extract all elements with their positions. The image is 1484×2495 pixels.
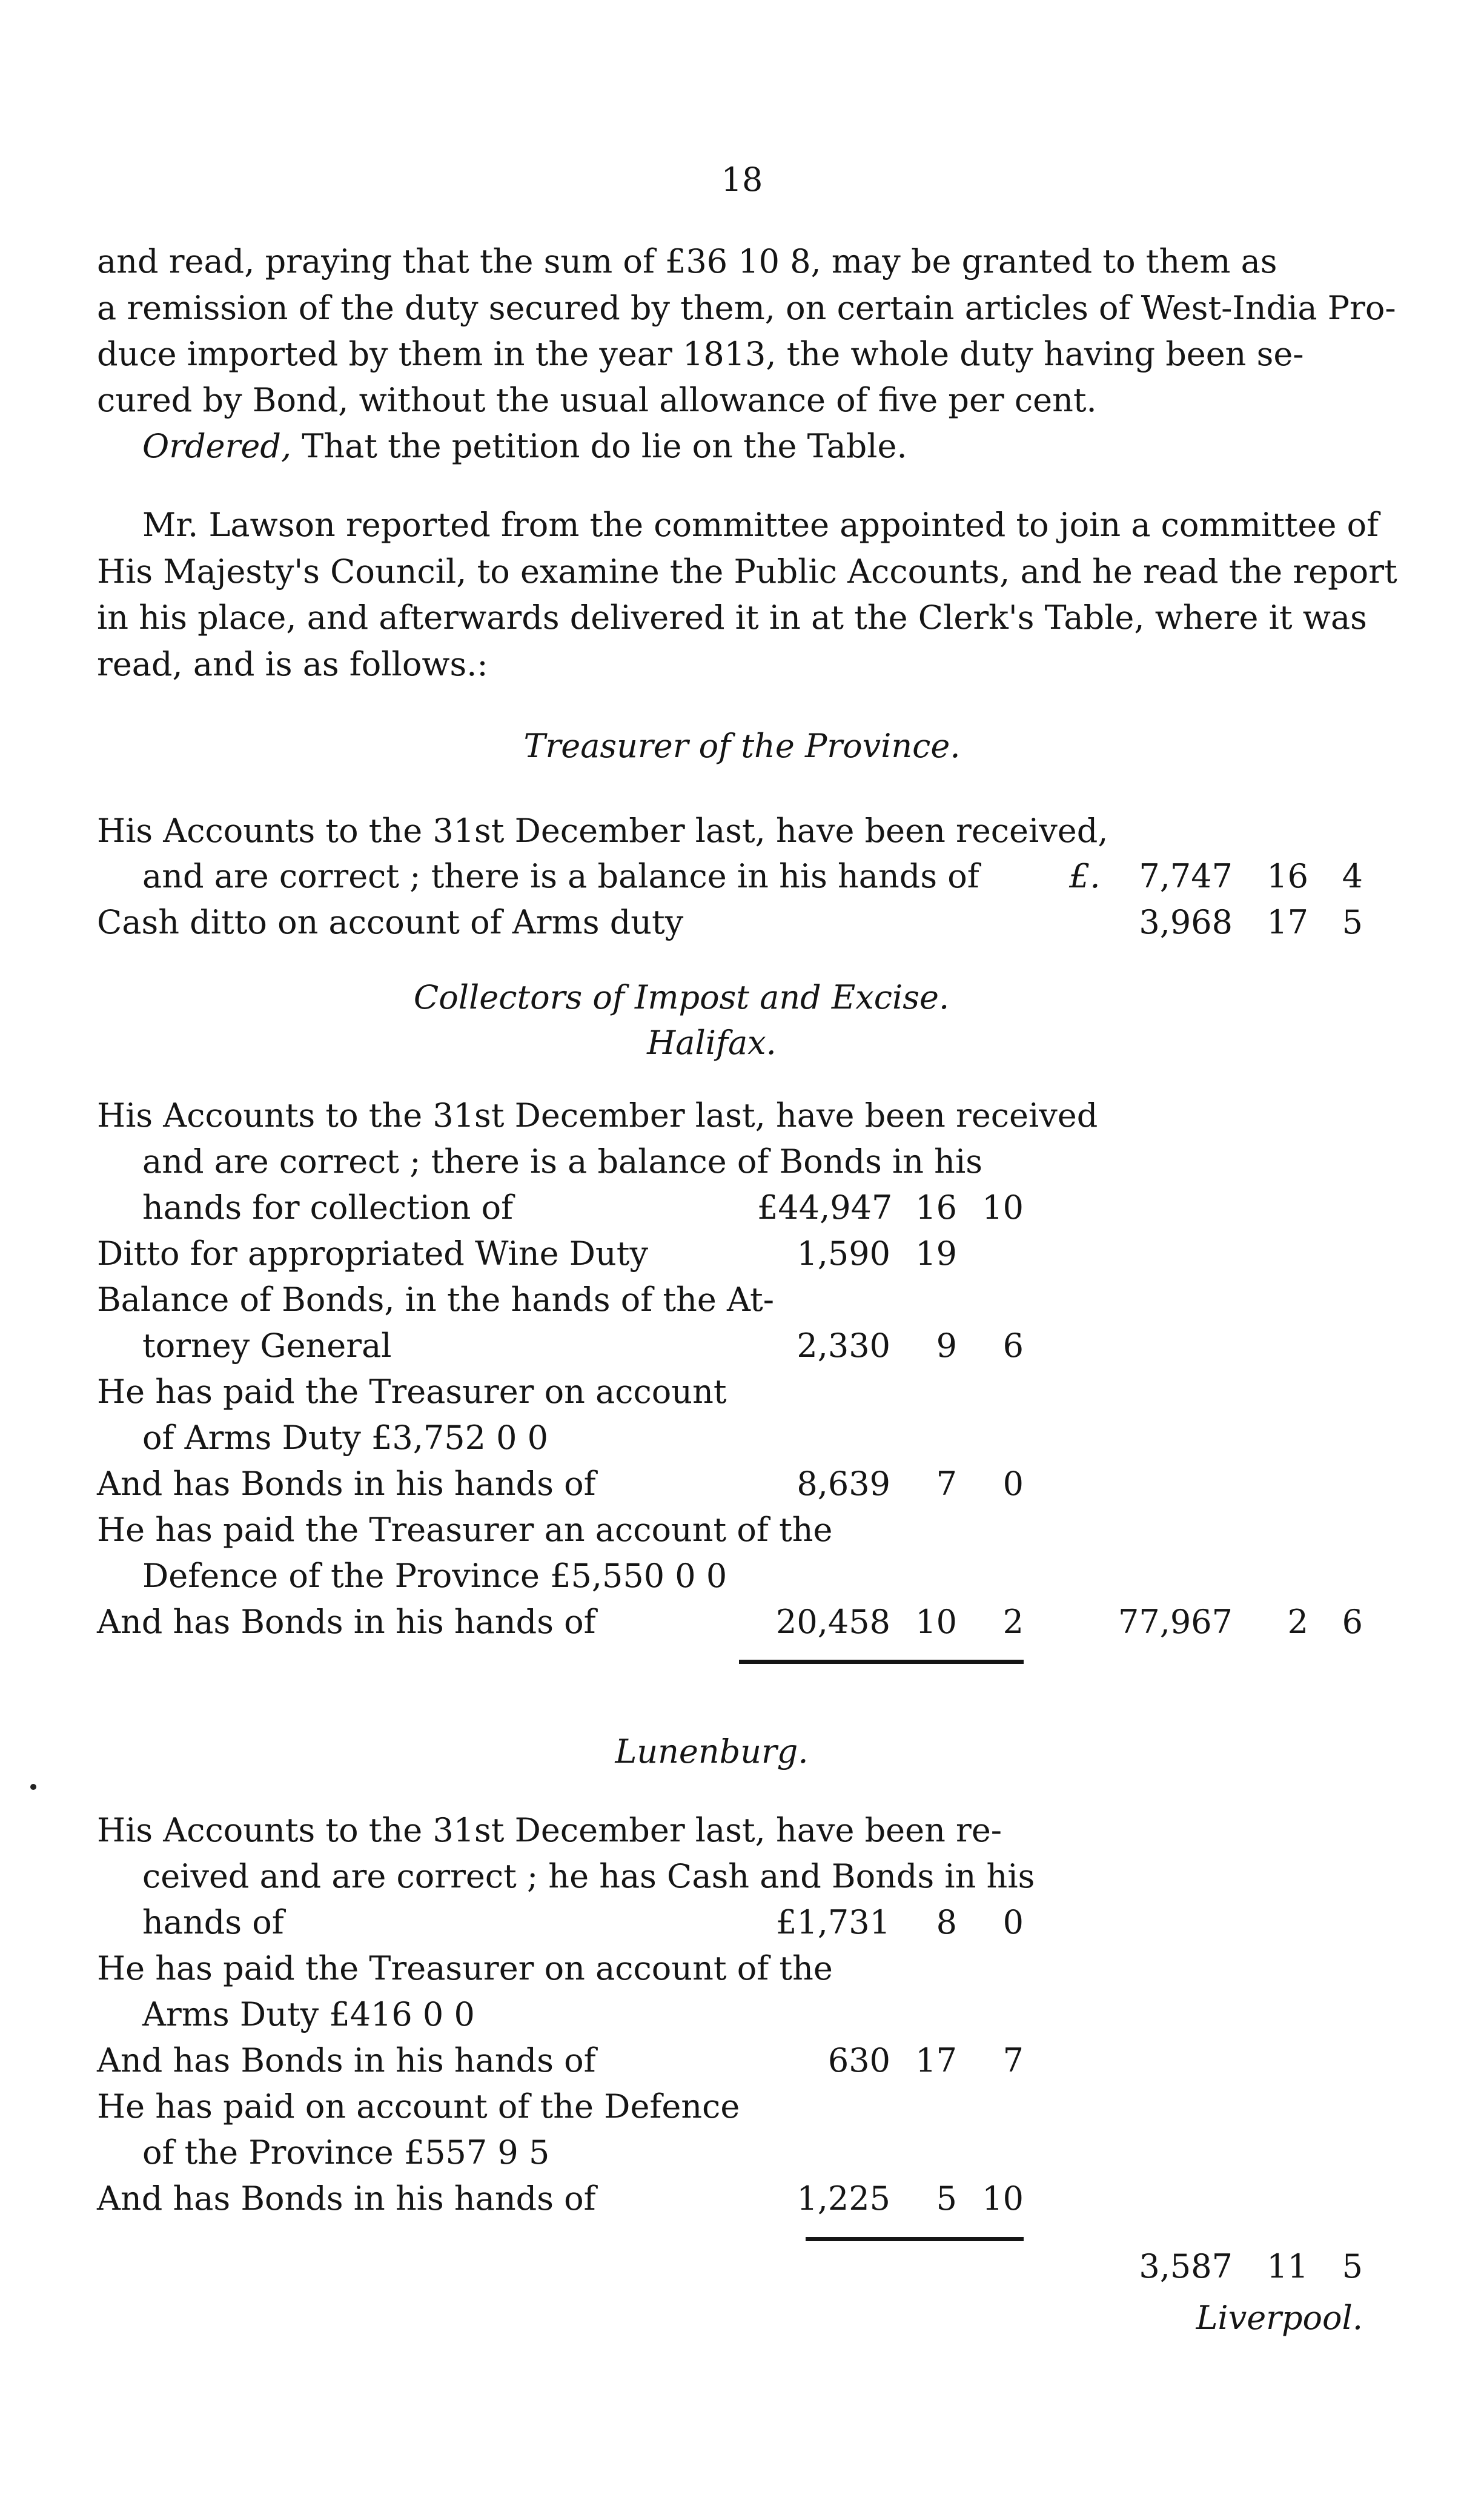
treasurer-cash-pounds: 3,968: [1139, 903, 1233, 941]
lunenburg-line-2: ceived and are correct ; he has Cash and Bonds in his: [142, 1857, 1035, 1895]
lunenburg-amount-3-pence: 10: [982, 2179, 1024, 2218]
lunenburg-amount-2-pounds: 630: [827, 2041, 890, 2079]
treasurer-balance-pounds: 7,747: [1139, 857, 1233, 895]
halifax-amount-1-pounds: £44,947: [757, 1188, 893, 1227]
pound-sign: £.: [1069, 857, 1101, 895]
intro-line-1: and read, praying that the sum of £36 10 8, may be granted to them as: [97, 242, 1277, 280]
lunenburg-total-rule: [806, 2237, 1024, 2241]
lunenburg-line-7: He has paid on account of the Defence: [97, 2087, 740, 2126]
halifax-total-pence: 6: [1342, 1603, 1363, 1641]
halifax-subheading: Halifax.: [647, 1024, 777, 1062]
lunenburg-amount-1-shillings: 8: [936, 1903, 957, 1941]
report-line-3: in his place, and afterwards delivered it in at the Clerk's Table, where it was: [97, 598, 1367, 637]
halifax-amount-3-pounds: 2,330: [797, 1327, 890, 1365]
collectors-line-6: torney General: [142, 1327, 392, 1365]
lunenburg-total-pounds: 3,587: [1139, 2247, 1233, 2285]
lunenburg-amount-2-shillings: 17: [915, 2041, 957, 2079]
treasurer-balance-pence: 4: [1342, 857, 1363, 895]
lunenburg-amount-1-pounds: £1,731: [776, 1903, 890, 1941]
collectors-line-3: hands for collection of: [142, 1188, 514, 1227]
halifax-amount-5-pence: 2: [1002, 1603, 1024, 1641]
collectors-heading: Collectors of Impost and Excise.: [413, 978, 950, 1016]
treasurer-heading: Treasurer of the Province.: [523, 727, 961, 765]
margin-mark: [30, 1784, 36, 1790]
treasurer-balance-shillings: 16: [1267, 857, 1308, 895]
collectors-line-2: and are correct ; there is a balance of Bonds in his: [142, 1142, 982, 1181]
lunenburg-amount-1-pence: 0: [1002, 1903, 1024, 1941]
lunenburg-line-9: And has Bonds in his hands of: [97, 2179, 596, 2218]
treasurer-line-1: His Accounts to the 31st December last, have been received,: [97, 812, 1108, 850]
ordered-line: [142, 427, 907, 465]
report-line-1: Mr. Lawson reported from the committee appointed to join a committee of: [142, 506, 1379, 544]
lunenburg-amount-3-pounds: 1,225: [797, 2179, 890, 2218]
lunenburg-line-6: And has Bonds in his hands of: [97, 2041, 596, 2079]
halifax-total-shillings: 2: [1287, 1603, 1308, 1641]
collectors-line-11: Defence of the Province £5,550 0 0: [142, 1557, 727, 1595]
lunenburg-line-5: Arms Duty £416 0 0: [142, 1995, 475, 2033]
lunenburg-total-shillings: 11: [1267, 2247, 1308, 2285]
halifax-amount-4-pounds: 8,639: [797, 1465, 890, 1503]
collectors-line-8: of Arms Duty £3,752 0 0: [142, 1419, 548, 1457]
collectors-line-9: And has Bonds in his hands of: [97, 1465, 596, 1503]
collectors-line-12: And has Bonds in his hands of: [97, 1603, 596, 1641]
lunenburg-line-4: He has paid the Treasurer on account of the: [97, 1949, 833, 1987]
lunenburg-amount-3-shillings: 5: [936, 2179, 957, 2218]
lunenburg-total-pence: 5: [1342, 2247, 1363, 2285]
intro-line-2: a remission of the duty secured by them, on certain articles of West-India Pro-: [97, 289, 1396, 327]
collectors-line-10: He has paid the Treasurer an account of the: [97, 1511, 833, 1549]
halifax-amount-4-pence: 0: [1002, 1465, 1024, 1503]
collectors-line-5: Balance of Bonds, in the hands of the At-: [97, 1281, 774, 1319]
halifax-amount-2-shillings: 19: [915, 1234, 957, 1273]
intro-line-4: cured by Bond, without the usual allowance of five per cent.: [97, 381, 1097, 419]
halifax-amount-2-pounds: 1,590: [797, 1234, 890, 1273]
treasurer-line-3: Cash ditto on account of Arms duty: [97, 903, 684, 941]
treasurer-line-2: and are correct ; there is a balance in his hands of: [142, 857, 979, 895]
report-line-4: read, and is as follows.:: [97, 645, 488, 683]
lunenburg-line-8: of the Province £557 9 5: [142, 2133, 550, 2172]
halifax-amount-3-shillings: 9: [936, 1327, 957, 1365]
intro-line-3: duce imported by them in the year 1813, the whole duty having been se-: [97, 335, 1304, 373]
halifax-total-pounds: 77,967: [1118, 1603, 1233, 1641]
treasurer-cash-shillings: 17: [1267, 903, 1308, 941]
lunenburg-heading: Lunenburg.: [615, 1732, 809, 1771]
catchword: Liverpool.: [1196, 2299, 1363, 2337]
halifax-amount-3-pence: 6: [1002, 1327, 1024, 1365]
halifax-amount-5-pounds: 20,458: [776, 1603, 890, 1641]
halifax-amount-5-shillings: 10: [915, 1603, 957, 1641]
treasurer-cash-pence: 5: [1342, 903, 1363, 941]
ordered-word: Ordered,: [142, 427, 292, 465]
report-line-2: His Majesty's Council, to examine the Public Accounts, and he read the report: [97, 552, 1397, 591]
halifax-amount-4-shillings: 7: [936, 1465, 957, 1503]
ordered-text: That the petition do lie on the Table.: [302, 427, 907, 465]
collectors-line-7: He has paid the Treasurer on account: [97, 1373, 727, 1411]
halifax-amount-1-shillings: 16: [915, 1188, 957, 1227]
halifax-amount-1-pence: 10: [982, 1188, 1024, 1227]
lunenburg-line-1: His Accounts to the 31st December last, have been re-: [97, 1811, 1002, 1849]
page-number: 18: [721, 161, 763, 199]
lunenburg-amount-2-pence: 7: [1002, 2041, 1024, 2079]
collectors-line-4: Ditto for appropriated Wine Duty: [97, 1234, 649, 1273]
collectors-line-1: His Accounts to the 31st December last, have been received: [97, 1096, 1098, 1135]
lunenburg-line-3: hands of: [142, 1903, 284, 1941]
halifax-total-rule: [739, 1660, 1024, 1664]
